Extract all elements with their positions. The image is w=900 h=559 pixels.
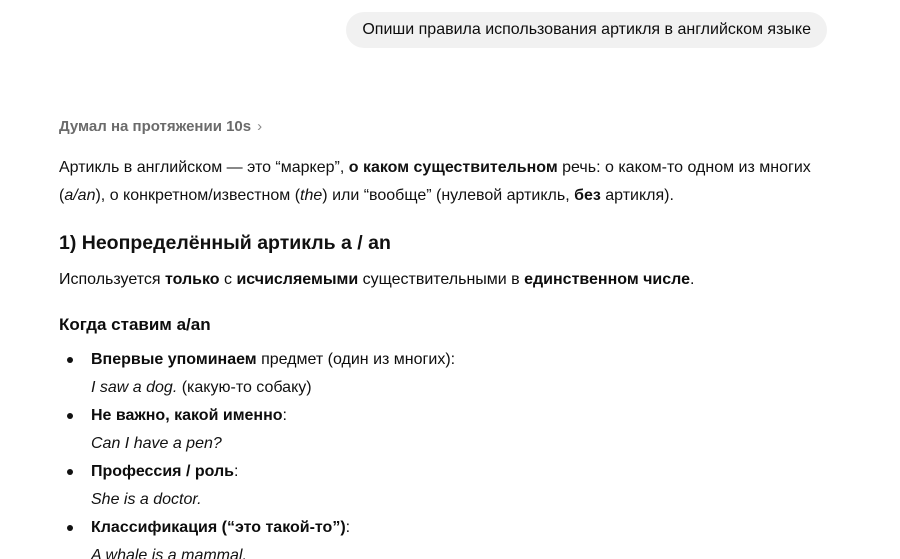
example-text: She is a doctor.	[91, 491, 202, 508]
list-item-text: предмет (один из многих):	[256, 351, 456, 368]
chevron-right-icon: ›	[257, 117, 263, 135]
subsection-heading: Когда ставим a/an	[59, 315, 211, 334]
example-text: I saw a dog.	[91, 379, 178, 396]
usage-list	[59, 346, 839, 559]
bullet-icon	[67, 525, 73, 531]
list-item	[59, 346, 839, 402]
intro-italic: the	[300, 187, 323, 204]
list-item-text: :	[233, 463, 239, 480]
list-item	[59, 402, 839, 458]
example-note: (какую-то собаку)	[177, 379, 312, 396]
thinking-toggle[interactable]	[59, 116, 262, 136]
list-item-example	[91, 430, 839, 458]
list-item-bold: Профессия / роль	[91, 463, 234, 480]
list-item-example	[91, 486, 839, 514]
list-item-bold: Классификация (“это такой-то”)	[91, 519, 346, 536]
section-bold: только	[164, 271, 220, 288]
section-text: существительными в	[358, 271, 525, 288]
bullet-icon	[67, 469, 73, 475]
intro-bold: о каком существительном	[348, 159, 558, 176]
list-item	[59, 458, 839, 514]
list-item-example	[91, 542, 839, 559]
assistant-response	[59, 116, 839, 559]
intro-text: артикля).	[600, 187, 674, 204]
section-text: Используется	[59, 271, 165, 288]
section-text: с	[219, 271, 237, 288]
section-heading: 1) Неопределённый артикль a / an	[59, 232, 391, 254]
intro-italic: a/an	[64, 187, 96, 204]
bullet-icon	[67, 413, 73, 419]
intro-text: ) или “вообще” (нулевой артикль,	[322, 187, 575, 204]
list-item-text: :	[345, 519, 351, 536]
section-text: .	[689, 271, 695, 288]
section-bold: единственном числе	[524, 271, 690, 288]
example-text: A whale is a mammal.	[91, 547, 247, 559]
list-item-bold: Впервые упоминаем	[91, 351, 257, 368]
section-paragraph	[59, 269, 839, 291]
intro-text: Артикль в английском — это “маркер”,	[59, 159, 349, 176]
section-bold: исчисляемыми	[236, 271, 359, 288]
user-message-bubble: Опиши правила использования артикля в английском языке	[346, 12, 827, 48]
list-item-bold: Не важно, какой именно	[91, 407, 283, 424]
intro-paragraph	[59, 154, 839, 210]
thinking-label: Думал на протяжении 10s	[59, 117, 252, 135]
example-text: Can I have a pen?	[91, 435, 222, 452]
intro-text: речь: о каком-то одном из многих (	[59, 159, 811, 204]
list-item-text: :	[282, 407, 287, 424]
list-item-example	[91, 374, 839, 402]
bullet-icon	[67, 357, 73, 363]
list-item	[59, 514, 839, 559]
intro-bold: без	[574, 187, 601, 204]
intro-text: ), о конкретном/известном (	[95, 187, 301, 204]
